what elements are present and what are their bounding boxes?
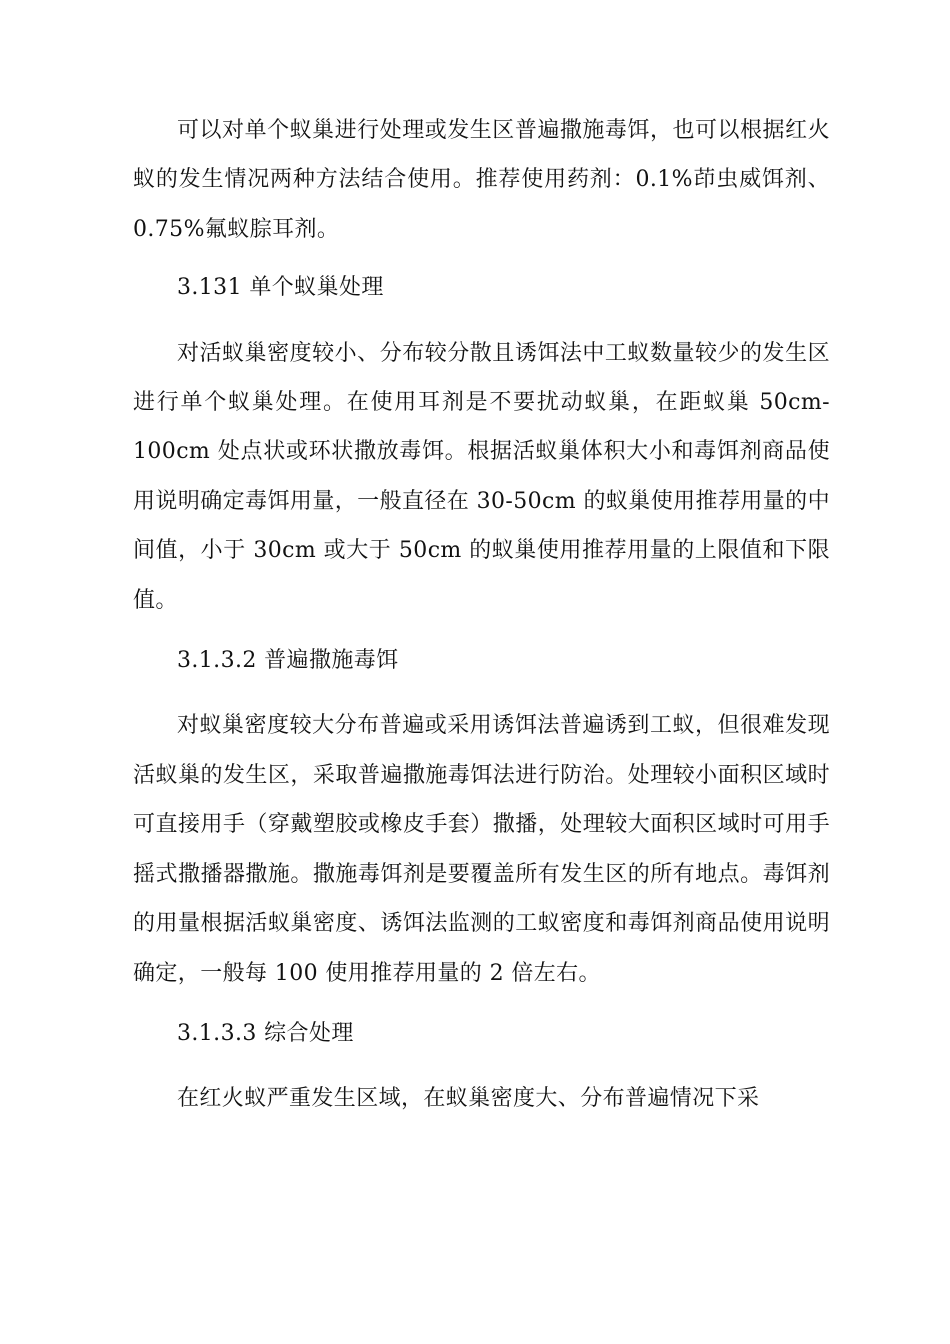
paragraph-single-nest: 对活蚁巢密度较小、分布较分散且诱饵法中工蚁数量较少的发生区进行单个蚁巢处理。在使用耳剂是不要扰动蚁巢，在距蚁巢 50cm-100cm 处点状或环状撒放毒饵。根据活蚁巢体积大小和毒饵剂商品使用说明确定毒饵用量，一般直径在 30-50cm 的蚁巢使用推荐用量的中间值，小于 30cm 或大于 50cm 的蚁巢使用推荐用量的上限值和下限值。 bbox=[133, 340, 830, 613]
paragraph-broadcast-bait: 对蚁巢密度较大分布普遍或采用诱饵法普遍诱到工蚁，但很难发现活蚁巢的发生区，采取普遍撒施毒饵法进行防治。处理较小面积区域时可直接用手（穿戴塑胶或橡皮手套）撒播，处理较大面积区域时可用手摇式撒播器撒施。撒施毒饵剂是要覆盖所有发生区的所有地点。毒饵剂的用量根据活蚁巢密度、诱饵法监测的工蚁密度和毒饵剂商品使用说明确定，一般每 100 使用推荐用量的 2 倍左右。 bbox=[133, 713, 830, 986]
section-heading-combined-treatment: 3.1.3.3 综合处理 bbox=[177, 1020, 354, 1046]
section-heading-broadcast-bait: 3.1.3.2 普遍撒施毒饵 bbox=[177, 648, 399, 674]
document-page bbox=[133, 106, 830, 1124]
section-heading-single-nest: 3.131 单个蚁巢处理 bbox=[177, 275, 384, 301]
paragraph-treatment-methods: 可以对单个蚁巢进行处理或发生区普遍撒施毒饵，也可以根据红火蚁的发生情况两种方法结合使用。推荐使用药剂：0.1%茚虫威饵剂、0.75%氟蚁腙耳剂。 bbox=[133, 118, 830, 242]
paragraph-combined-treatment: 在红火蚁严重发生区域，在蚁巢密度大、分布普遍情况下采 bbox=[177, 1086, 760, 1112]
